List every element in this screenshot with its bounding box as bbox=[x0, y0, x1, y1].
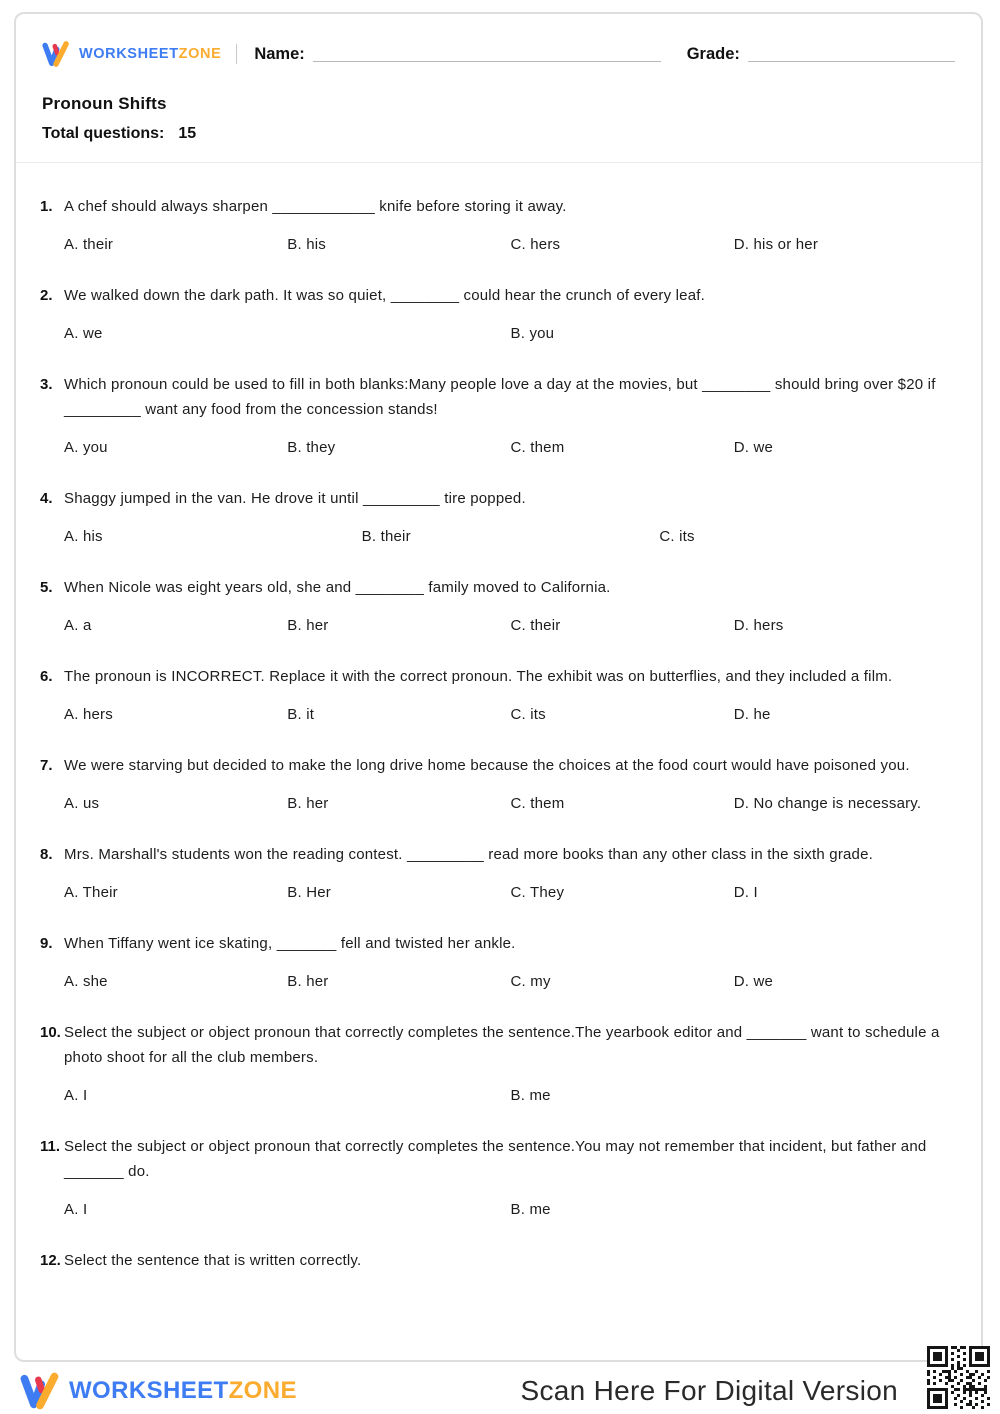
brand-wordmark-secondary: ZONE bbox=[228, 1377, 297, 1404]
question-number: 5. bbox=[40, 579, 53, 596]
answer-option: C. their bbox=[510, 617, 561, 634]
answer-option: D. his or her bbox=[733, 236, 819, 253]
answer-option: A. hers bbox=[64, 706, 113, 723]
answer-option: C. my bbox=[510, 973, 551, 990]
w-logo-icon bbox=[20, 1371, 60, 1411]
answer-option: D. we bbox=[733, 439, 774, 456]
answer-option: A. you bbox=[64, 439, 108, 456]
question-number: 7. bbox=[40, 757, 53, 774]
name-label: Name: bbox=[254, 44, 305, 63]
answer-option: A. their bbox=[64, 236, 114, 253]
sheet-header bbox=[16, 14, 981, 143]
answer-option: B. me bbox=[510, 1201, 551, 1218]
question-number: 2. bbox=[40, 287, 53, 304]
question-text: Shaggy jumped in the van. He drove it until _________ tire popped. bbox=[64, 490, 526, 507]
question-text: Select the sentence that is written correctly. bbox=[64, 1252, 362, 1269]
question-text: Select the subject or object pronoun that correctly completes the sentence.The yearbook editor and _______ want to schedule a photo shoot for all the club members. bbox=[64, 1024, 940, 1066]
question-number: 11. bbox=[40, 1138, 61, 1155]
question bbox=[40, 842, 957, 903]
answer-option: B. it bbox=[287, 706, 315, 723]
answer-option: A. Their bbox=[64, 884, 118, 901]
qr-code-icon bbox=[927, 1346, 990, 1409]
answer-option: B. his bbox=[287, 236, 326, 253]
question-text: We were starving but decided to make the long drive home because the choices at the food court would have poisoned you. bbox=[64, 757, 910, 774]
brand-wordmark-primary: WORKSHEET bbox=[69, 1377, 229, 1404]
worksheet-title: Pronoun Shifts bbox=[42, 94, 167, 113]
answer-option: A. we bbox=[64, 325, 103, 342]
answer-option: B. they bbox=[287, 439, 336, 456]
total-questions-value: 15 bbox=[178, 125, 197, 142]
question-text: When Nicole was eight years old, she and ________ family moved to California. bbox=[64, 579, 611, 596]
question bbox=[40, 1020, 957, 1106]
question-number: 9. bbox=[40, 935, 53, 952]
footer-brand-wordmark bbox=[69, 1377, 297, 1405]
question-number: 10. bbox=[40, 1024, 61, 1041]
answer-option: B. their bbox=[361, 528, 411, 545]
answer-option: B. her bbox=[287, 973, 329, 990]
answer-option: C. them bbox=[510, 795, 565, 812]
answer-option: D. we bbox=[733, 973, 774, 990]
question bbox=[40, 931, 957, 992]
question-number: 3. bbox=[40, 376, 53, 393]
worksheet-sheet bbox=[14, 12, 983, 1362]
answer-option: A. she bbox=[64, 973, 108, 990]
footer-brand-logo bbox=[20, 1371, 297, 1411]
name-fill-line bbox=[313, 47, 661, 62]
question bbox=[40, 753, 957, 814]
brand-wordmark-secondary: ZONE bbox=[178, 46, 222, 62]
answer-option: A. I bbox=[64, 1087, 88, 1104]
answer-option: B. Her bbox=[287, 884, 331, 901]
answer-option: D. he bbox=[733, 706, 771, 723]
scan-here-text: Scan Here For Digital Version bbox=[520, 1375, 898, 1406]
question-text: The pronoun is INCORRECT. Replace it with the correct pronoun. The exhibit was on butterflies, and they included a film. bbox=[64, 668, 893, 685]
answer-option: C. them bbox=[510, 439, 565, 456]
total-questions-row bbox=[42, 125, 955, 143]
question bbox=[40, 486, 957, 547]
answer-option: B. me bbox=[510, 1087, 551, 1104]
question bbox=[40, 1134, 957, 1220]
answer-option: B. her bbox=[287, 795, 329, 812]
answer-option: C. They bbox=[510, 884, 565, 901]
brand-logo bbox=[42, 40, 221, 68]
grade-label: Grade: bbox=[686, 44, 740, 63]
answer-option: A. I bbox=[64, 1201, 88, 1218]
answer-option: D. No change is necessary. bbox=[733, 795, 922, 812]
answer-option: B. her bbox=[287, 617, 329, 634]
answer-option: A. a bbox=[64, 617, 92, 634]
question-text: When Tiffany went ice skating, _______ fell and twisted her ankle. bbox=[64, 935, 516, 952]
answer-option: C. its bbox=[659, 528, 695, 545]
total-questions-label: Total questions: bbox=[42, 125, 165, 142]
question bbox=[40, 372, 957, 458]
answer-option: A. his bbox=[64, 528, 103, 545]
questions-list bbox=[16, 163, 981, 1273]
answer-option: A. us bbox=[64, 795, 100, 812]
question bbox=[40, 575, 957, 636]
question-number: 8. bbox=[40, 846, 53, 863]
question bbox=[40, 1248, 957, 1273]
question-text: We walked down the dark path. It was so quiet, ________ could hear the crunch of every leaf. bbox=[64, 287, 706, 304]
question-number: 4. bbox=[40, 490, 53, 507]
question bbox=[40, 283, 957, 344]
answer-option: D. I bbox=[733, 884, 758, 901]
question-number: 6. bbox=[40, 668, 53, 685]
brand-wordmark bbox=[79, 46, 221, 62]
answer-option: B. you bbox=[510, 325, 555, 342]
brand-wordmark-primary: WORKSHEET bbox=[79, 46, 179, 62]
answer-option: C. its bbox=[510, 706, 546, 723]
question-text: Select the subject or object pronoun that correctly completes the sentence.You may not remember that incident, but father and _______ do. bbox=[64, 1138, 927, 1180]
header-divider bbox=[236, 44, 237, 64]
w-logo-icon bbox=[42, 40, 70, 68]
question bbox=[40, 664, 957, 725]
question-number: 12. bbox=[40, 1252, 61, 1269]
question bbox=[40, 194, 957, 255]
question-text: A chef should always sharpen ____________ knife before storing it away. bbox=[64, 198, 567, 215]
question-text: Which pronoun could be used to fill in both blanks:Many people love a day at the movies, but ________ should bring over $20 if _________ want any food from the concession stands! bbox=[64, 376, 936, 418]
page-footer bbox=[20, 1368, 980, 1414]
answer-option: D. hers bbox=[733, 617, 784, 634]
answer-option: C. hers bbox=[510, 236, 561, 253]
question-text: Mrs. Marshall's students won the reading contest. _________ read more books than any other class in the sixth grade. bbox=[64, 846, 874, 863]
question-number: 1. bbox=[40, 198, 53, 215]
grade-fill-line bbox=[748, 47, 955, 62]
